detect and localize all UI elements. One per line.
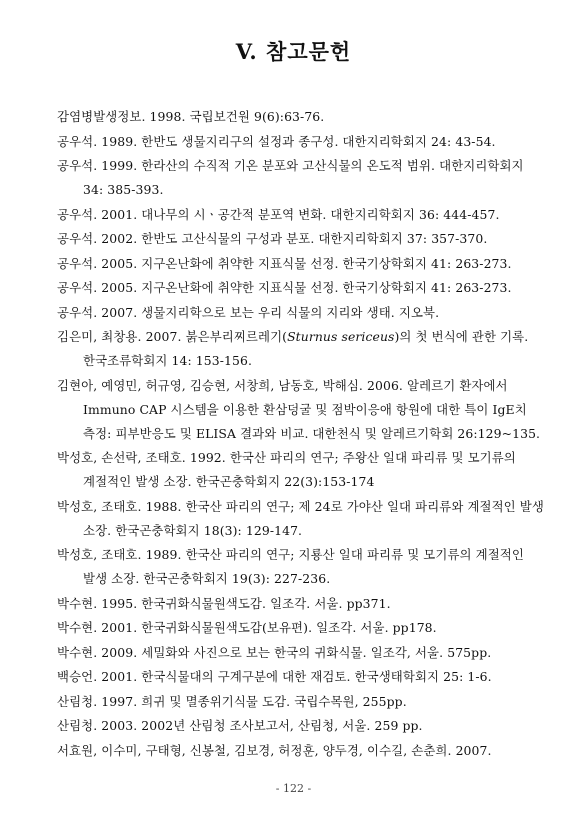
reference-item: 공우석. 2007. 생물지리학으로 보는 우리 식물의 지리와 생태. 지오북. (57, 304, 440, 320)
species-name: Sturnus sericeus (287, 329, 395, 344)
reference-item: 박수현. 2001. 한국귀화식물원색도감(보유편). 일조각. 서울. pp178. (57, 620, 437, 635)
page-number: - 122 - (275, 782, 312, 795)
reference-text: )의 첫 번식에 관한 기록. 한국조류학회지 14: 153-156. (83, 329, 529, 368)
reference-item: 박수현. 1995. 한국귀화식물원색도감. 일조각. 서울. pp371. (57, 595, 391, 611)
reference-item (57, 325, 547, 373)
reference-list (57, 105, 547, 763)
reference-item: 박성호, 조태호. 1989. 한국산 파리의 연구; 지룡산 일대 파리류 및 모기류의 계절적인 발생 소장. 한국곤충학회지 19(3): 227-236. (57, 547, 524, 586)
reference-item: 공우석. 1999. 한라산의 수직적 기온 분포와 고산식물의 온도적 범위. 대한지리학회지 34: 385-393. (57, 158, 524, 197)
reference-item: 박성호, 조태호. 1988. 한국산 파리의 연구; 제 24로 가야산 일대 파리류와 계절적인 발생 소장. 한국곤충학회지 18(3): 129-147. (57, 498, 544, 538)
reference-item: 공우석. 1989. 한반도 생물지리구의 설정과 종구성. 대한지리학회지 24: 43-54. (57, 133, 496, 149)
reference-item: 박수현. 2009. 세밀화와 사진으로 보는 한국의 귀화식물. 일조각, 서울. 575pp. (57, 644, 492, 660)
reference-item: 서효원, 이수미, 구태형, 신봉철, 김보경, 허정훈, 양두경, 이수길, 손춘희. 2007. (57, 742, 492, 758)
reference-item: 공우석. 2001. 대나무의 시ㆍ공간적 분포역 변화. 대한지리학회지 36: 444-457. (57, 206, 500, 222)
reference-item: 공우석. 2002. 한반도 고산식물의 구성과 분포. 대한지리학회지 37: 357-370. (57, 231, 488, 246)
reference-item: 백승언. 2001. 한국식물대의 구계구분에 대한 재검토. 한국생태학회지 25: 1-6. (57, 669, 492, 684)
reference-item: 감염병발생정보. 1998. 국립보건원 9(6):63-76. (57, 109, 325, 124)
reference-item: 박성호, 손선락, 조태호. 1992. 한국산 파리의 연구; 주왕산 일대 파리류 및 모기류의 계절적인 발생 소장. 한국곤충학회지 22(3):153-174 (57, 450, 516, 489)
reference-item: 공우석. 2005. 지구온난화에 취약한 지표식물 선정. 한국기상학회지 41: 263-273. (57, 280, 512, 295)
reference-item: 김현아, 예영민, 허규영, 김승현, 서창희, 남동호, 박해심. 2006. 알레르기 환자에서 Immuno CAP 시스템을 이용한 환삼덩굴 및 점박이응애 항원에 대한 특이 IgE치 측정: 피부반응도 및 ELISA 결과와 비교. 대한천식 및 알레르기학회 26:129~135. (57, 377, 541, 441)
reference-item: 공우석. 2005. 지구온난화에 취약한 지표식물 선정. 한국기상학회지 41: 263-273. (57, 255, 512, 271)
reference-text: 김은미, 최창용. 2007. 붉은부리찌르레기( (57, 329, 288, 344)
page-title: V. 참고문헌 (235, 39, 352, 64)
reference-item: 산림청. 2003. 2002년 산림청 조사보고서, 산림청, 서울. 259 pp. (57, 718, 423, 733)
reference-item: 산림청. 1997. 희귀 및 멸종위기식물 도감. 국립수목원, 255pp. (57, 693, 407, 709)
